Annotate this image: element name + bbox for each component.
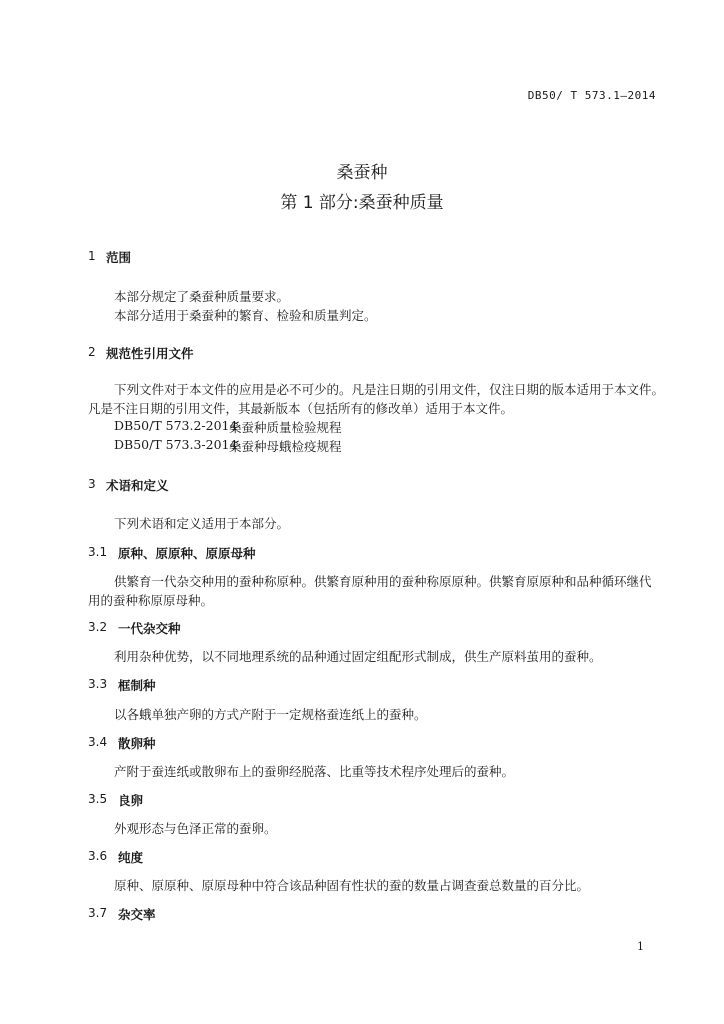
- section-number: 3: [88, 477, 96, 491]
- reference-name: 桑蚕种质量检验规程: [229, 420, 342, 435]
- section-title: 散卵种: [118, 736, 156, 751]
- section-number: 3.6: [88, 849, 108, 863]
- paragraph: 本部分适用于桑蚕种的繁育、检验和质量判定。: [114, 308, 377, 323]
- section-title: 原种、原原种、原原母种: [118, 546, 256, 561]
- paragraph: 下列术语和定义适用于本部分。: [114, 516, 290, 531]
- paragraph: 产附于蚕连纸或散卵布上的蚕卵经脱落、比重等技术程序处理后的蚕种。: [114, 764, 515, 779]
- section-number: 2: [88, 345, 96, 359]
- section-number: 3.4: [88, 735, 108, 749]
- section-number: 3.1: [88, 545, 108, 559]
- document-subtitle: 第 1 部分:桑蚕种质量: [280, 193, 444, 213]
- section-title: 范围: [106, 250, 132, 265]
- section-title: 一代杂交种: [118, 621, 181, 636]
- section-title: 纯度: [118, 850, 144, 865]
- section-number: 1: [88, 249, 96, 263]
- paragraph: 以各蛾单独产卵的方式产附于一定规格蚕连纸上的蚕种。: [114, 707, 427, 722]
- paragraph: 凡是不注日期的引用文件，其最新版本（包括所有的修改单）适用于本文件。: [88, 401, 514, 416]
- reference-name: 桑蚕种母蛾检疫规程: [229, 439, 342, 454]
- page-number: 1: [637, 940, 644, 953]
- document-title: 桑蚕种: [336, 163, 388, 183]
- section-number: 3.5: [88, 792, 108, 806]
- reference-code: DB50/T 573.2-2014: [114, 418, 238, 433]
- section-number: 3.3: [88, 677, 108, 691]
- section-title: 术语和定义: [106, 478, 169, 493]
- section-title: 杂交率: [118, 907, 156, 922]
- section-title: 规范性引用文件: [106, 346, 194, 361]
- standard-code: DB50/ T 573.1—2014: [527, 89, 656, 102]
- paragraph: 本部分规定了桑蚕种质量要求。: [114, 289, 290, 304]
- section-title: 框制种: [118, 678, 156, 693]
- section-number: 3.7: [88, 906, 108, 920]
- paragraph: 外观形态与色泽正常的蚕卵。: [114, 821, 277, 836]
- paragraph: 用的蚕种称原原母种。: [88, 593, 214, 608]
- paragraph: 供繁育一代杂交种用的蚕种称原种。供繁育原种用的蚕种称原原种。供繁育原原种和品种循环继代: [114, 574, 652, 589]
- section-title: 良卵: [118, 793, 144, 808]
- section-number: 3.2: [88, 620, 108, 634]
- paragraph: 利用杂种优势，以不同地理系统的品种通过固定组配形式制成，供生产原料茧用的蚕种。: [114, 649, 602, 664]
- reference-code: DB50/T 573.3-2014: [114, 437, 238, 452]
- paragraph: 原种、原原种、原原母种中符合该品种固有性状的蚕的数量占调查蚕总数量的百分比。: [114, 878, 590, 893]
- paragraph: 下列文件对于本文件的应用是必不可少的。凡是注日期的引用文件，仅注日期的版本适用于本文件。: [114, 382, 665, 397]
